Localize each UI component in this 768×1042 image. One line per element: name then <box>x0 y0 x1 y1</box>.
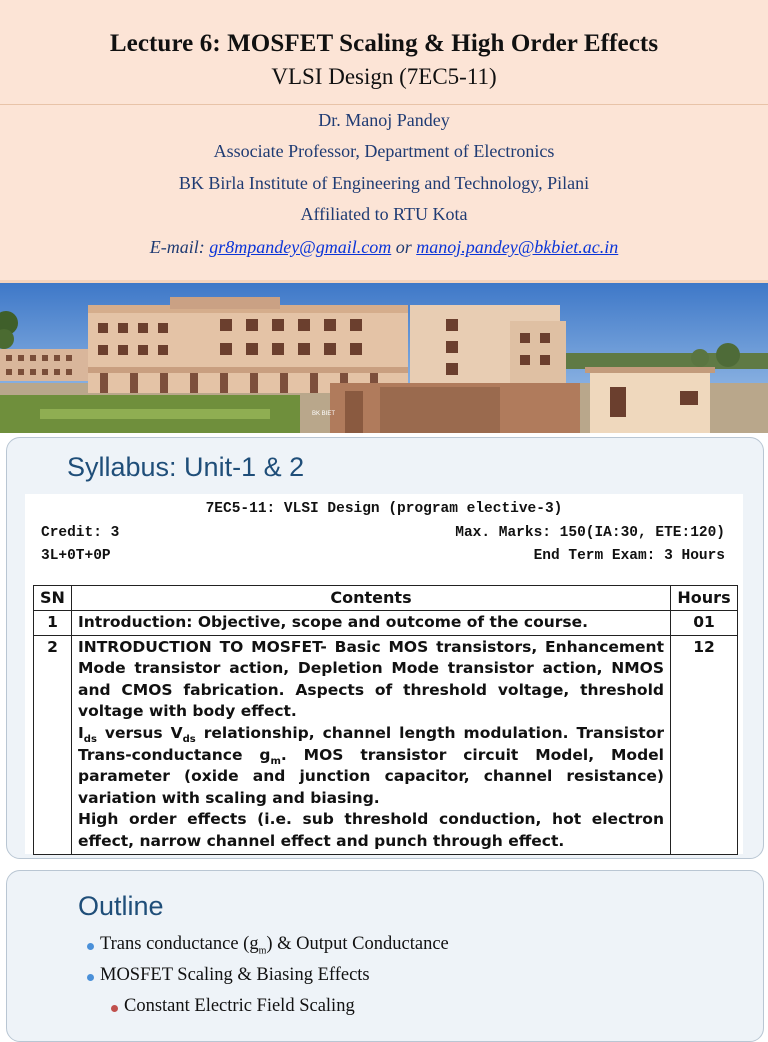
max-marks-text: Max. Marks: 150(IA:30, ETE:120) <box>455 525 725 541</box>
bullet-icon <box>87 974 94 981</box>
row-sn: 2 <box>34 635 72 854</box>
end-term-text: End Term Exam: 3 Hours <box>533 548 725 564</box>
row-hours: 12 <box>671 635 738 854</box>
syllabus-slide <box>6 437 764 859</box>
affiliation: Affiliated to RTU Kota <box>300 204 468 224</box>
row-contents: Introduction: Objective, scope and outcome of the course. <box>72 611 671 636</box>
row-contents <box>72 635 671 854</box>
institute-name: BK Birla Institute of Engineering and Technology, Pilani <box>178 173 590 193</box>
credit-text: Credit: 3 <box>41 525 120 541</box>
contents-para-2: $I_{ds}$ versus $V_{ds}$ relationship, channel length modulation. Transistor Trans-conductance $g_m$. MOS transistor circuit Model, Model parameter (oxide and junction capacitor, channel resistance) variation with scaling and biasing. <box>78 723 664 807</box>
ltp-text: 3L+0T+0P <box>41 548 111 564</box>
table-row <box>34 611 738 636</box>
campus-photo <box>0 283 768 433</box>
email-prefix: E-mail: <box>149 237 205 257</box>
email-link-gmail[interactable]: gr8mpandey@gmail.com <box>209 237 392 257</box>
table-row <box>34 635 738 854</box>
header-hours: Hours <box>671 586 738 611</box>
outline-item-scaling: MOSFET Scaling & Biasing Effects <box>100 965 370 985</box>
syllabus-heading: Syllabus: Unit-1 & 2 <box>67 452 305 482</box>
lecture-title: Lecture 6: MOSFET Scaling & High Order Effects <box>109 30 659 57</box>
contents-para-1: INTRODUCTION TO MOSFET- Basic MOS transistors, Enhancement Mode transistor action, Depletion Mode transistor action, NMOS and CMOS fabrication. Aspects of threshold voltage, threshold voltage with body effect. <box>78 637 664 721</box>
author-designation: Associate Professor, Department of Electronics <box>213 141 555 161</box>
outline-item-constant-field: Constant Electric Field Scaling <box>124 996 355 1016</box>
email-or: or <box>395 237 412 257</box>
contents-table <box>33 585 738 855</box>
header-contents: Contents <box>72 586 671 611</box>
table-header-row <box>34 586 738 611</box>
syllabus-sheet <box>25 494 743 854</box>
course-subtitle: VLSI Design (7EC5-11) <box>271 64 497 89</box>
bullet-icon <box>87 943 94 950</box>
author-info-block <box>0 104 768 281</box>
outline-slide <box>6 870 764 1042</box>
email-link-bkbiet[interactable]: manoj.pandey@bkbiet.ac.in <box>416 237 619 257</box>
campus-sign: BK BIET <box>312 411 336 417</box>
outline-item-transconductance: Trans conductance $(g_m)$ & Output Conductance <box>100 934 449 957</box>
row-sn: 1 <box>34 611 72 636</box>
email-line <box>0 237 768 258</box>
contents-para-3: High order effects (i.e. sub threshold conduction, hot electron effect, narrow channel effect and punch through effect. <box>78 810 664 850</box>
outline-heading: Outline <box>78 891 164 921</box>
course-line: 7EC5-11: VLSI Design (program elective-3) <box>205 501 563 517</box>
author-name: Dr. Manoj Pandey <box>318 110 450 130</box>
header-sn: SN <box>34 586 72 611</box>
lecture-title-block <box>0 0 768 104</box>
row-hours: 01 <box>671 611 738 636</box>
bullet-icon <box>111 1005 118 1012</box>
